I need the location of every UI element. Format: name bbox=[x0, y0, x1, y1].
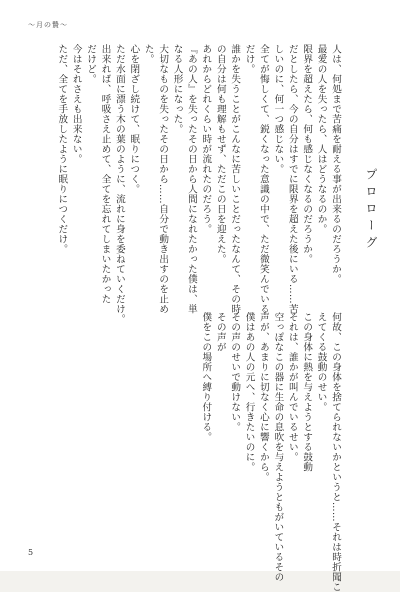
text-line: 誰かを失うことがこんなに苦しいことだったなんて、その時 bbox=[229, 44, 241, 314]
text-line: あれからどれくらい時が流れたのだろう。 bbox=[200, 44, 212, 234]
body-text-lower bbox=[198, 312, 342, 592]
running-head: 〜月の贄〜 bbox=[28, 21, 68, 29]
text-line: の自分は何も理解もせず、ただこの日を迎えた。 bbox=[214, 44, 226, 264]
text-line: その声が bbox=[214, 312, 226, 352]
text-line: その声のせいで動けない。 bbox=[229, 312, 241, 432]
text-line: なる人形になった。 bbox=[171, 44, 183, 134]
text-line: 限界を超えたら、何も感じなくなるのだろうか。 bbox=[301, 44, 313, 264]
text-line: それは、誰かが叫んでいるせい。 bbox=[286, 312, 298, 462]
text-line: 最愛の人を失ったら、人はどうなるのか。 bbox=[315, 44, 327, 234]
page-number: 5 bbox=[28, 548, 34, 557]
chapter-title: プロローグ bbox=[364, 168, 378, 253]
text-line: だけど。 bbox=[85, 44, 97, 84]
body-text-upper bbox=[54, 44, 342, 324]
text-line: 『あの人』を失ったその日から人間になれたかった僕は、単 bbox=[185, 44, 197, 314]
text-line: えてくる鼓動のせい。 bbox=[315, 312, 327, 412]
text-line: 僕はあの人の元へ、行きたいのに。 bbox=[243, 312, 255, 472]
text-line: 僕をこの場所へ縛り付ける。 bbox=[200, 312, 212, 442]
text-line: 出来れば、呼吸さえ止めて、全てを忘れてしまいたかった bbox=[99, 44, 111, 304]
text-line: 人は、何処まで苦痛を耐える事が出来るのだろうか。 bbox=[330, 44, 341, 284]
text-line: 声が、あまりに切なく心に響くから。 bbox=[257, 312, 269, 482]
text-line: 何故、この身体を捨てられないかというと……それは時折聞こ bbox=[330, 312, 341, 592]
text-line: ただ水面に漂う木の葉のように、流れに身を委ねていくだけ。 bbox=[113, 44, 125, 324]
text-line: だとしたら、今の自分はすでに限界を超えた後にいる……苦 bbox=[286, 44, 298, 314]
text-line: ただ、全てを手放したように眠りにつくだけ。 bbox=[56, 44, 68, 254]
text-line: 全てが悔しくて、鋭くなった意識の中で、ただ微笑んでいる bbox=[257, 44, 269, 314]
text-line: しいのに、何一つ感じない。 bbox=[272, 44, 284, 174]
text-line: 大切なものを失ったその日から……自分で動き出すのを止め bbox=[157, 44, 169, 314]
text-line: 心を閉ざし続けて、眠りにつく。 bbox=[128, 44, 140, 194]
text-line: 今はそれさえも出来ない。 bbox=[70, 44, 82, 164]
text-line: た。 bbox=[142, 44, 154, 64]
text-line: 空っぽなこの器に生命の息吹を与えようともがいているその bbox=[272, 312, 284, 582]
text-line: だけ。 bbox=[243, 44, 255, 74]
text-line: この身体に熱を与えようとする鼓動 bbox=[301, 312, 313, 472]
